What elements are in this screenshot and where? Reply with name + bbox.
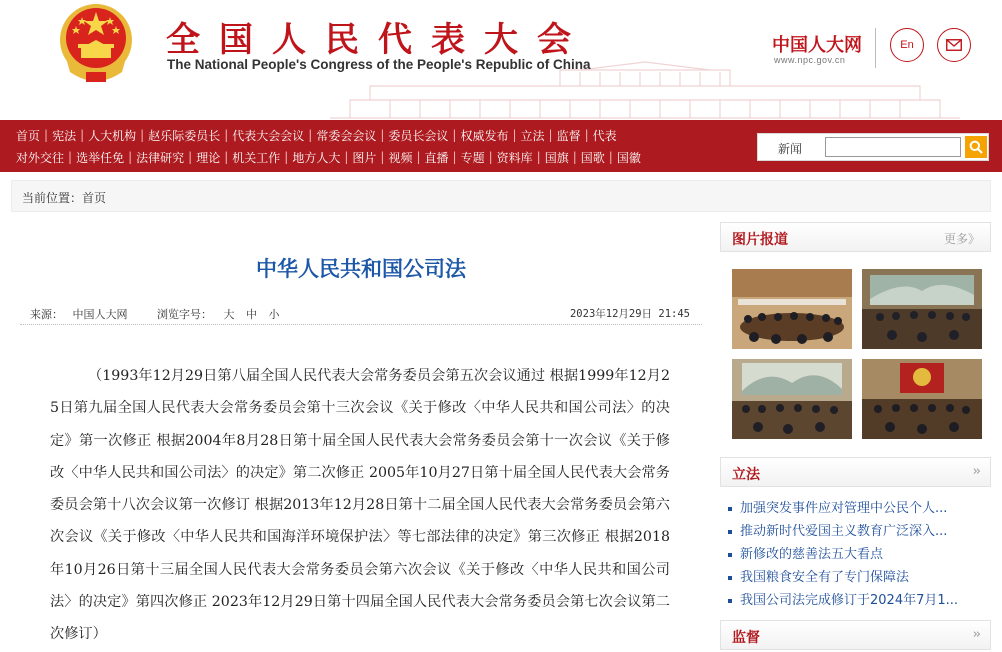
photo-more-link[interactable]: 更多》 — [943, 232, 980, 246]
lifa-section-title: 立法 — [732, 467, 760, 483]
font-size-large[interactable]: 大 — [223, 308, 235, 321]
font-size-label: 浏览字号： — [157, 308, 212, 321]
nav-separator: | — [44, 128, 49, 142]
nav-separator: | — [536, 150, 541, 164]
search-label: 新闻 — [778, 142, 803, 156]
photo-section-header — [720, 222, 991, 252]
nav-item[interactable]: 赵乐际委员长 — [148, 128, 221, 143]
search-icon — [969, 140, 983, 154]
source-value: 中国人大网 — [72, 308, 128, 321]
jiandu-section-header — [720, 620, 991, 650]
nav-item[interactable]: 直播 — [424, 150, 449, 165]
nav-row-2 — [16, 147, 641, 167]
list-item[interactable]: 我国粮食安全有了专门保障法 — [720, 566, 991, 589]
double-chevron-right-icon[interactable]: ›› — [972, 464, 979, 479]
nav-item[interactable]: 常委会会议 — [316, 128, 377, 143]
nav-item[interactable]: 首页 — [16, 128, 41, 143]
nav-item[interactable]: 国歌 — [580, 150, 605, 165]
source-label: 来源： — [30, 308, 63, 321]
breadcrumb — [11, 180, 991, 212]
english-button[interactable]: En — [890, 28, 924, 62]
nav-item[interactable]: 国徽 — [616, 150, 641, 165]
list-item[interactable]: 新修改的慈善法五大看点 — [720, 543, 991, 566]
jiandu-section-title: 监督 — [732, 630, 760, 646]
nav-item[interactable]: 专题 — [460, 150, 485, 165]
nav-separator: | — [488, 150, 493, 164]
breadcrumb-home-link[interactable]: 首页 — [82, 191, 107, 205]
nav-separator: | — [224, 128, 229, 142]
header — [0, 0, 1002, 120]
breadcrumb-prefix: 当前位置： — [22, 191, 83, 205]
nav-item[interactable]: 宪法 — [52, 128, 77, 143]
list-item[interactable]: 推动新时代爱国主义教育广泛深入... — [720, 520, 991, 543]
list-item[interactable]: 加强突发事件应对管理中公民个人... — [720, 497, 991, 520]
mail-icon — [946, 39, 962, 51]
photo-thumbnail[interactable] — [862, 269, 982, 349]
nav-separator: | — [224, 150, 229, 164]
lifa-news-list — [720, 497, 991, 612]
nav-row-1 — [16, 125, 617, 145]
nav-item[interactable]: 法律研究 — [136, 150, 185, 165]
nav-separator: | — [416, 150, 421, 164]
nav-separator: | — [140, 128, 145, 142]
nav-separator: | — [584, 128, 589, 142]
nav-item[interactable]: 图片 — [352, 150, 377, 165]
nav-separator: | — [608, 150, 613, 164]
nav-item[interactable]: 选举任免 — [76, 150, 125, 165]
font-size-medium[interactable]: 中 — [246, 308, 257, 321]
nav-item[interactable]: 国旗 — [544, 150, 569, 165]
font-size-small[interactable]: 小 — [268, 308, 280, 321]
article-body: （1993年12月29日第八届全国人民代表大会常务委员会第五次会议通过 根据1999年12月25日第九届全国人民代表大会常务委员会第十三次会议《关于修改〈中华人民共和国公司法〉的决定》第一次修正 根据2004年8月28日第十届全国人民代表大会常务委员会第十一次会议《关于修改〈中华人民共和国公司法〉的决定》第二次修正 2005年10月27日第十届全国人民代表大会常务委员会第十八次会议第一次修订 根据2013年12月28日第十二届全国人民代表大会常务委员会第六次会议《关于修改〈中华人民共和国海洋环境保护法〉等七部法律的决定》第三次修正 根据2018年10月26日第十三届全国人民代表大会常务委员会第六次会议《关于修改〈中华人民共和国公司法〉的决定》第四次修正 2023年12月29日第十四届全国人民代表大会常务委员会第七次会议第二次修订） — [50, 368, 670, 643]
lifa-section-header — [720, 457, 991, 487]
national-emblem-icon — [52, 0, 140, 86]
nav-item[interactable]: 人大机构 — [88, 128, 137, 143]
nav-item[interactable]: 对外交往 — [16, 150, 65, 165]
nav-separator: | — [572, 150, 577, 164]
nav-separator: | — [452, 150, 457, 164]
photo-thumbnail[interactable] — [862, 359, 982, 439]
nav-separator: | — [452, 128, 457, 142]
nav-separator: | — [548, 128, 553, 142]
nav-separator: | — [188, 150, 193, 164]
nav-item[interactable]: 立法 — [520, 128, 545, 143]
nav-separator: | — [380, 128, 385, 142]
nav-separator: | — [68, 150, 73, 164]
double-chevron-right-icon[interactable]: ›› — [972, 627, 979, 642]
photo-thumbnail[interactable] — [732, 359, 852, 439]
nav-separator: | — [512, 128, 517, 142]
nav-item[interactable]: 权威发布 — [460, 128, 509, 143]
nav-item[interactable]: 代表 — [592, 128, 617, 143]
nav-item[interactable]: 视频 — [388, 150, 413, 165]
nav-item[interactable]: 资料库 — [496, 150, 533, 165]
nav-item[interactable]: 委员长会议 — [388, 128, 449, 143]
nav-separator: | — [284, 150, 289, 164]
nav-separator: | — [380, 150, 385, 164]
article-title: 中华人民共和国公司法 — [256, 257, 466, 281]
nav-item[interactable]: 代表大会会议 — [232, 128, 305, 143]
npc-net-logo[interactable]: 中国人大网 — [772, 35, 862, 56]
npc-net-url: www.npc.gov.cn — [774, 55, 846, 65]
article-meta — [20, 301, 702, 325]
publish-date: 2023年12月29日 21:45 — [569, 308, 690, 320]
photo-section-title: 图片报道 — [732, 232, 788, 248]
photo-thumbnail[interactable] — [732, 269, 852, 349]
nav-separator: | — [308, 128, 313, 142]
nav-separator: | — [344, 150, 349, 164]
nav-item[interactable]: 机关工作 — [232, 150, 281, 165]
search-input[interactable] — [825, 137, 961, 157]
site-title-cn: 全国人民代表大会 — [166, 20, 590, 60]
nav-separator: | — [80, 128, 85, 142]
list-item[interactable]: 我国公司法完成修订于2024年7月1... — [720, 589, 991, 612]
nav-item[interactable]: 理论 — [196, 150, 221, 165]
nav-item[interactable]: 地方人大 — [292, 150, 341, 165]
site-title-en: The National People's Congress of the People's Republic of China — [167, 57, 591, 72]
header-divider — [875, 28, 876, 68]
nav-item[interactable]: 监督 — [556, 128, 581, 143]
search-button[interactable] — [965, 136, 987, 158]
nav-separator: | — [128, 150, 133, 164]
mail-button[interactable] — [937, 28, 971, 62]
